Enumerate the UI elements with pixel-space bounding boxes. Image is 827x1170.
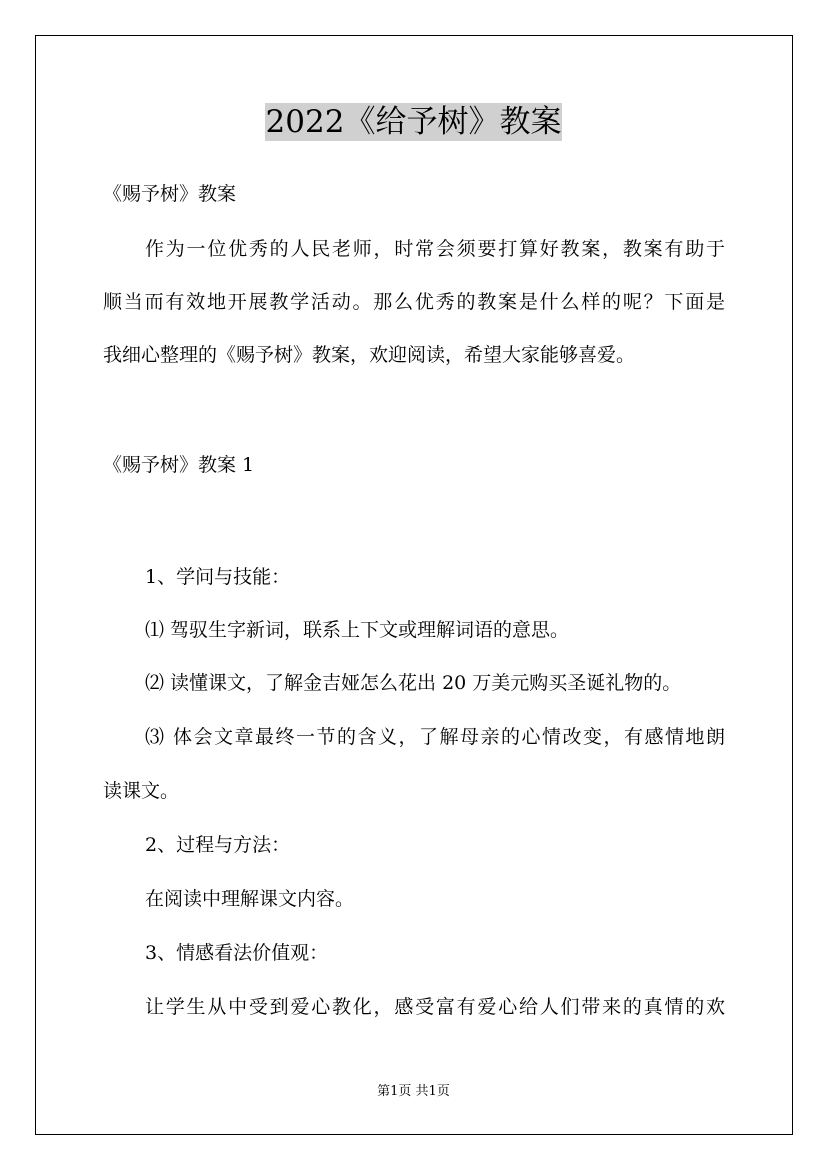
body-line-2: ⑴ 驾驭生字新词，联系上下文或理解词语的意思。 <box>145 619 570 641</box>
intro-line-1: 作为一位优秀的人民老师，时常会须要打算好教案，教案有助于 <box>145 238 725 260</box>
intro-line-3: 我细心整理的《赐予树》教案，欢迎阅读，希望大家能够喜爱。 <box>103 344 636 366</box>
page-footer: 第1页 共1页 <box>377 1084 450 1099</box>
section-heading: 《赐予树》教案 1 <box>103 454 255 476</box>
body-line-8: 3、情感看法价值观： <box>145 942 329 964</box>
body-line-6: 2、过程与方法： <box>145 834 291 856</box>
intro-line-2: 顺当而有效地开展教学活动。那么优秀的教案是什么样的呢？下面是 <box>103 291 725 313</box>
document-title: 2022《给予树》教案 <box>265 104 562 140</box>
body-line-1: 1、学问与技能： <box>145 566 291 588</box>
body-line-9: 让学生从中受到爱心教化，感受富有爱心给人们带来的真情的欢 <box>145 996 725 1018</box>
body-line-5: 读课文。 <box>103 780 180 802</box>
body-line-7: 在阅读中理解课文内容。 <box>145 888 355 910</box>
body-line-3: ⑵ 读懂课文，了解金吉娅怎么花出 20 万美元购买圣诞礼物的。 <box>145 672 682 694</box>
document-subtitle: 《赐予树》教案 <box>103 183 237 205</box>
document-title-container <box>0 103 827 141</box>
body-line-4: ⑶ 体会文章最终一节的含义，了解母亲的心情改变，有感情地朗 <box>145 726 725 748</box>
